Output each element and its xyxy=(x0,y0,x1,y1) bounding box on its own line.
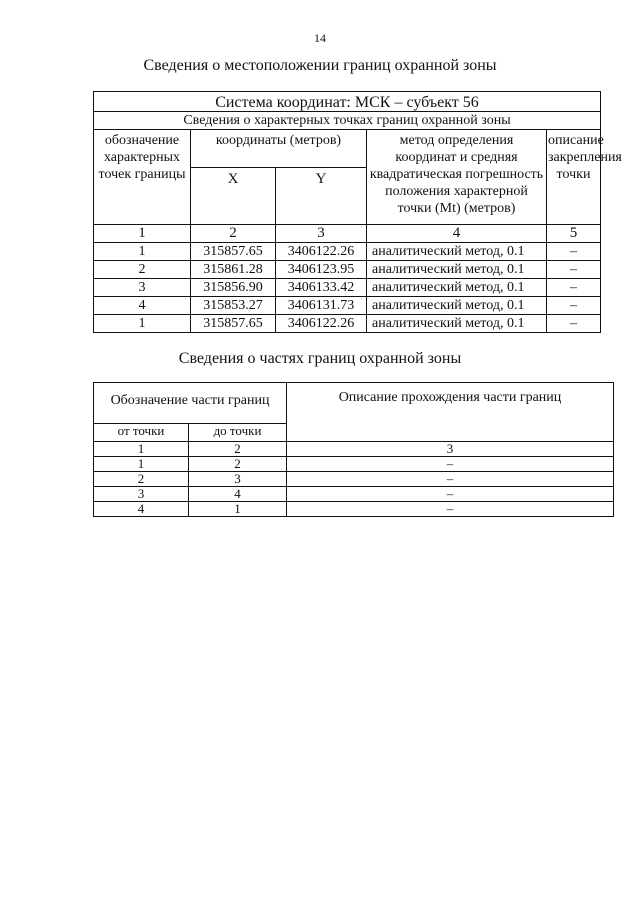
coordinate-system-caption: Система координат: МСК – субъект 56 xyxy=(94,92,601,112)
column-number: 5 xyxy=(547,225,601,243)
description-value: – xyxy=(547,279,601,297)
boundary-points-table xyxy=(93,91,622,333)
column-number: 2 xyxy=(191,225,276,243)
method-value: аналитический метод, 0.1 xyxy=(367,297,547,315)
method-value: аналитический метод, 0.1 xyxy=(367,279,547,297)
column-number: 1 xyxy=(94,442,189,457)
header-designation: обозначение характерных точек границы xyxy=(94,130,191,225)
y-value: 3406122.26 xyxy=(276,243,367,261)
description-value: – xyxy=(547,261,601,279)
column-numbers-row xyxy=(94,442,614,457)
table-row xyxy=(94,472,614,487)
column-numbers-row xyxy=(94,225,601,243)
boundary-parts-table xyxy=(93,382,614,517)
point-id: 2 xyxy=(94,261,191,279)
table-row xyxy=(94,297,601,315)
table-row xyxy=(94,279,601,297)
to-point: 3 xyxy=(189,472,287,487)
part-description: – xyxy=(287,487,614,502)
header-part-description: Описание прохождения части границ xyxy=(287,383,614,442)
table-row xyxy=(94,315,601,333)
method-value: аналитический метод, 0.1 xyxy=(367,243,547,261)
description-value: – xyxy=(547,315,601,333)
column-number: 3 xyxy=(287,442,614,457)
header-y: Y xyxy=(276,168,367,225)
y-value: 3406123.95 xyxy=(276,261,367,279)
from-point: 2 xyxy=(94,472,189,487)
to-point: 4 xyxy=(189,487,287,502)
from-point: 1 xyxy=(94,457,189,472)
table-row xyxy=(94,502,614,517)
method-value: аналитический метод, 0.1 xyxy=(367,261,547,279)
header-part: Обозначение части границ xyxy=(94,383,287,424)
table-row xyxy=(94,243,601,261)
x-value: 315856.90 xyxy=(191,279,276,297)
part-description: – xyxy=(287,457,614,472)
table-row xyxy=(94,261,601,279)
header-from-point: от точки xyxy=(94,424,189,442)
x-value: 315861.28 xyxy=(191,261,276,279)
y-value: 3406131.73 xyxy=(276,297,367,315)
table-row xyxy=(94,457,614,472)
x-value: 315857.65 xyxy=(191,243,276,261)
column-number: 4 xyxy=(367,225,547,243)
to-point: 1 xyxy=(189,502,287,517)
header-coordinates: координаты (метров) xyxy=(191,130,367,168)
to-point: 2 xyxy=(189,457,287,472)
point-id: 3 xyxy=(94,279,191,297)
y-value: 3406133.42 xyxy=(276,279,367,297)
table-row xyxy=(94,487,614,502)
column-number: 1 xyxy=(94,225,191,243)
header-to-point: до точки xyxy=(189,424,287,442)
header-method: метод определения координат и средняя квадратическая погрешность положения характерной точки (Mt) (метров) xyxy=(367,130,547,225)
section-heading-locations: Сведения о местоположении границ охранной зоны xyxy=(143,57,497,74)
description-value: – xyxy=(547,297,601,315)
section-heading-parts: Сведения о частях границ охранной зоны xyxy=(178,350,462,367)
description-value: – xyxy=(547,243,601,261)
points-caption: Сведения о характерных точках границ охранной зоны xyxy=(94,112,601,130)
method-value: аналитический метод, 0.1 xyxy=(367,315,547,333)
point-id: 1 xyxy=(94,315,191,333)
point-id: 1 xyxy=(94,243,191,261)
x-value: 315857.65 xyxy=(191,315,276,333)
x-value: 315853.27 xyxy=(191,297,276,315)
header-x: X xyxy=(191,168,276,225)
part-description: – xyxy=(287,502,614,517)
from-point: 3 xyxy=(94,487,189,502)
column-number: 2 xyxy=(189,442,287,457)
from-point: 4 xyxy=(94,502,189,517)
page-number: 14 xyxy=(314,31,326,45)
column-number: 3 xyxy=(276,225,367,243)
point-id: 4 xyxy=(94,297,191,315)
part-description: – xyxy=(287,472,614,487)
y-value: 3406122.26 xyxy=(276,315,367,333)
header-description: описание закрепления точки xyxy=(547,130,601,225)
